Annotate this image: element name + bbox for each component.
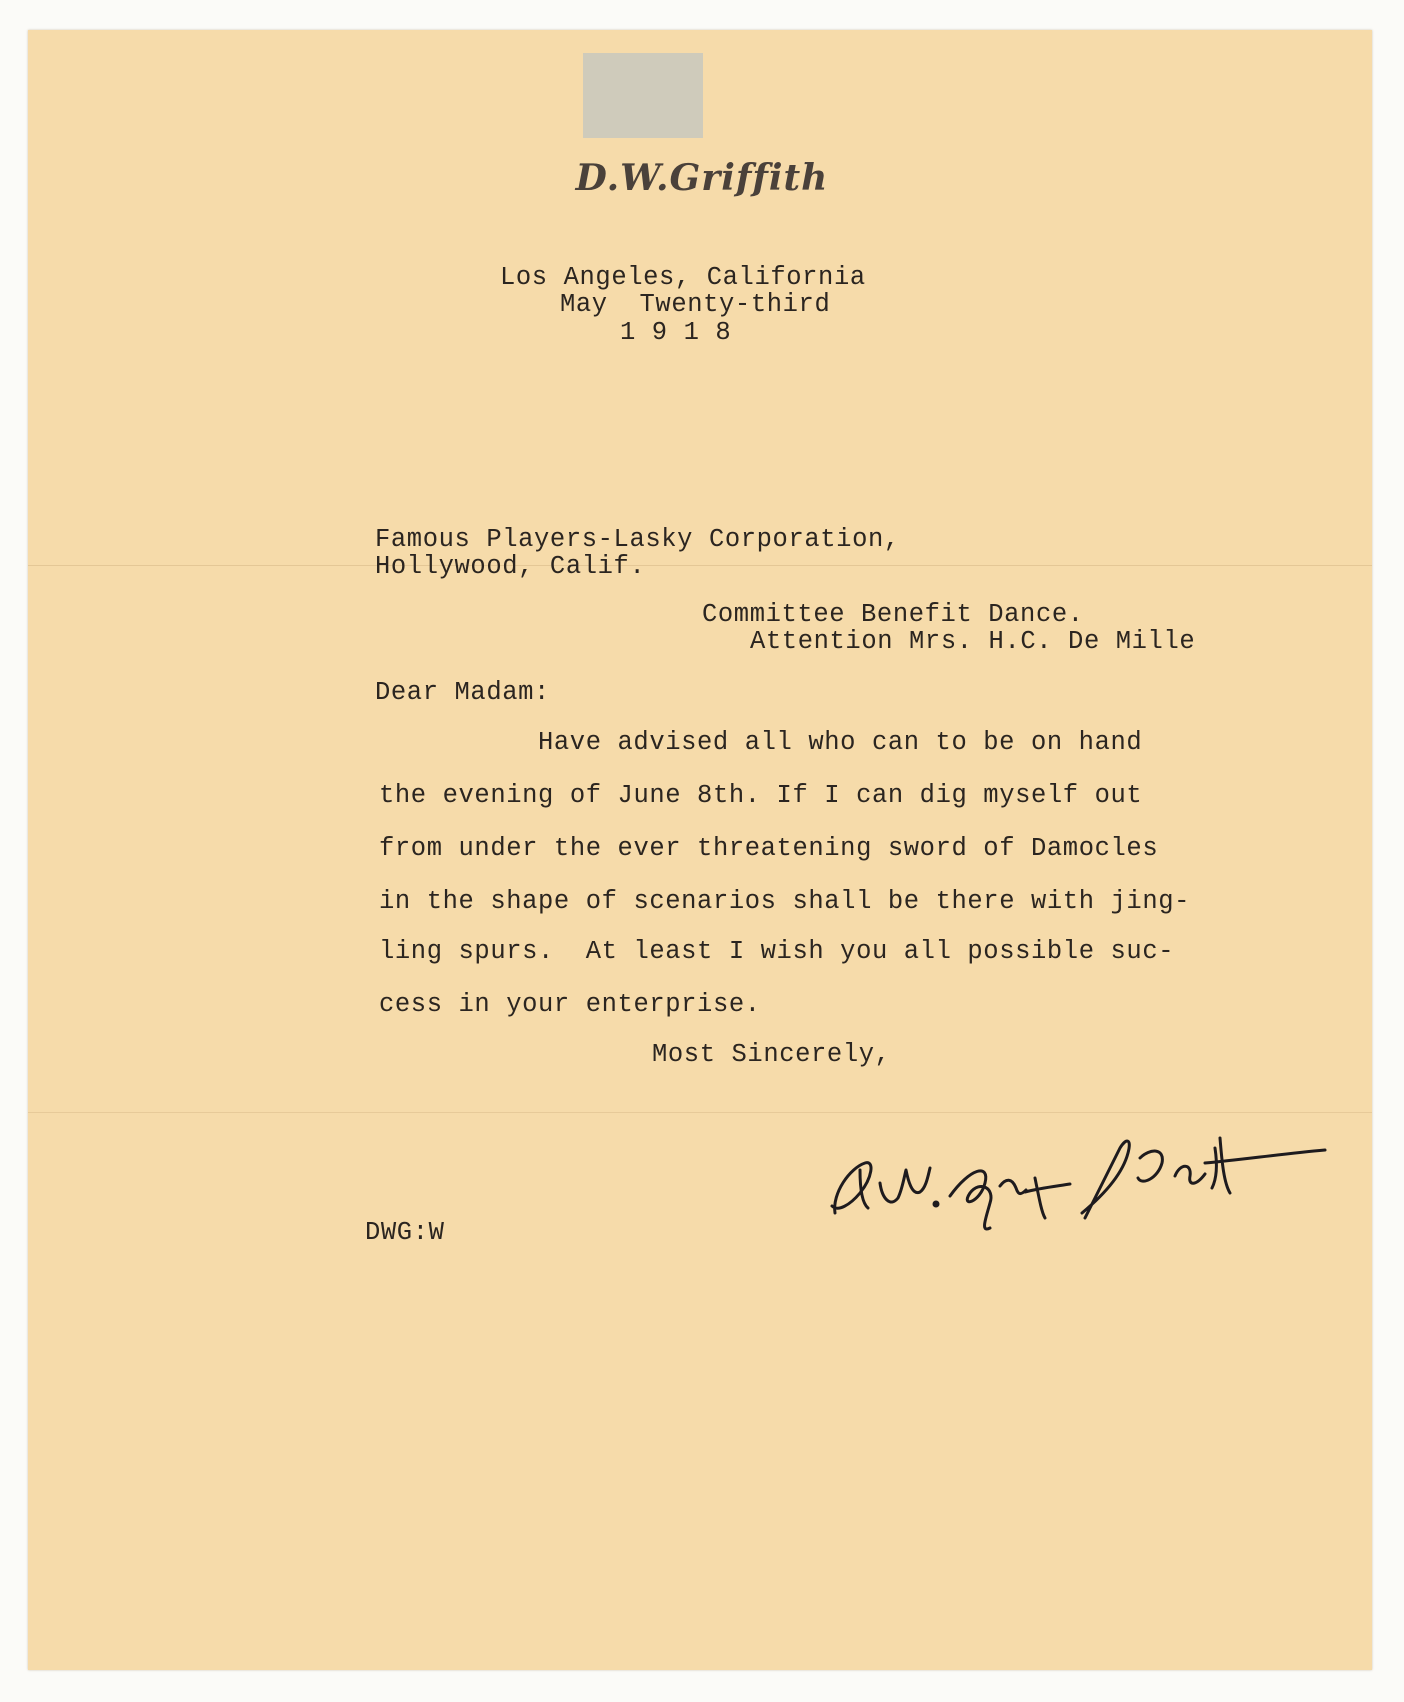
body-line: from under the ever threatening sword of Damocles	[379, 834, 1159, 863]
body-line: Have advised all who can to be on hand	[538, 728, 1143, 757]
letterhead: D.W.Griffith	[575, 157, 829, 199]
subject-line-2: Attention Mrs. H.C. De Mille	[750, 627, 1196, 656]
recipient-line-1: Famous Players-Lasky Corporation,	[375, 525, 900, 554]
date-line: May Twenty-third	[560, 290, 831, 319]
body-line: the evening of June 8th. If I can dig myself out	[379, 781, 1143, 810]
body-line: ling spurs. At least I wish you all possible suc-	[379, 937, 1175, 966]
signature	[820, 1108, 1360, 1238]
closing: Most Sincerely,	[652, 1040, 891, 1069]
tape-mark	[583, 53, 703, 138]
recipient-line-2: Hollywood, Calif.	[375, 552, 646, 581]
body-line: in the shape of scenarios shall be there with jing-	[379, 887, 1191, 916]
salutation: Dear Madam:	[375, 678, 550, 707]
subject-line-1: Committee Benefit Dance.	[702, 600, 1084, 629]
body-line: cess in your enterprise.	[379, 990, 761, 1019]
reference-initials: DWG:W	[365, 1218, 445, 1247]
place-line: Los Angeles, California	[500, 263, 866, 292]
year-line: 1 9 1 8	[620, 318, 732, 347]
